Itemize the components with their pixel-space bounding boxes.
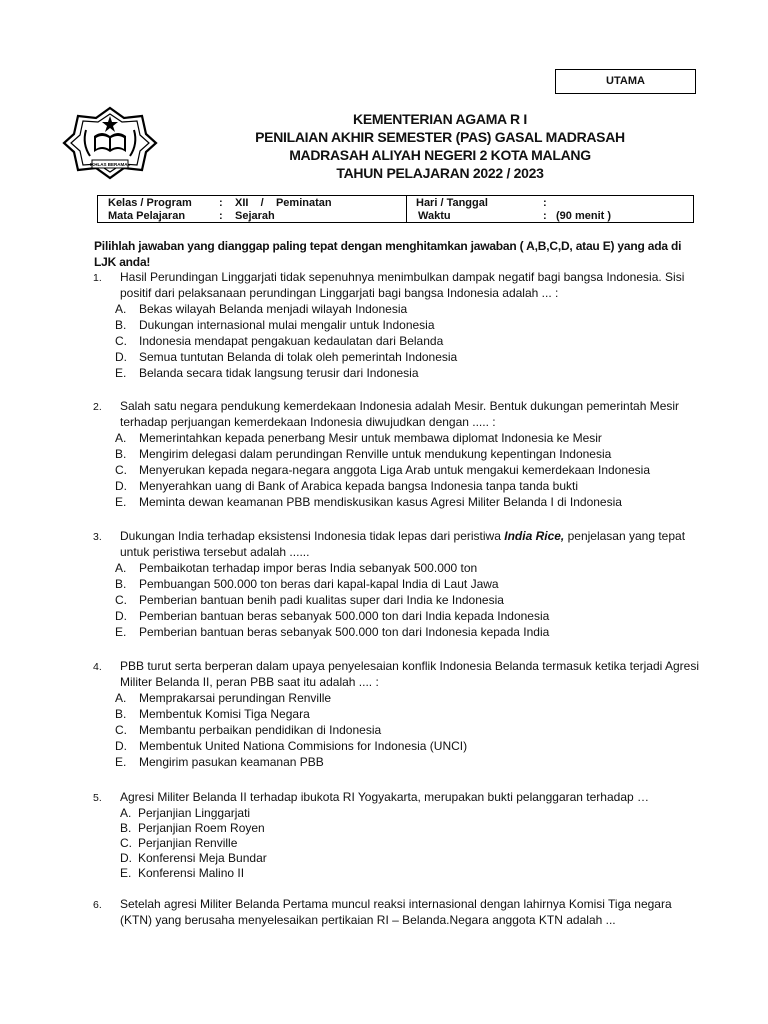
- option-a: A. Memprakarsai perundingan Renville: [115, 691, 332, 705]
- kelas-label: Kelas / Program: [108, 197, 192, 209]
- option-c: C. Perjanjian Renville: [120, 836, 238, 850]
- waktu-value: (90 menit ): [556, 210, 612, 222]
- question-text: Dukungan India terhadap eksistensi Indonesia tidak lepas dari peristiwa India Rice, penjelasan yang tepat untuk peristiwa tersebut adalah ......: [120, 529, 686, 559]
- question-4: [93, 658, 713, 770]
- option-list: [115, 560, 713, 640]
- option-b: B. Dukungan internasional mulai mengalir untuk Indonesia: [115, 318, 435, 332]
- question-1: [93, 269, 713, 381]
- question-2: [93, 398, 713, 510]
- waktu-colon: :: [543, 210, 547, 222]
- option-d: D. Membentuk United Nationa Commisions for Indonesia (UNCI): [115, 739, 468, 753]
- question-number: 5.: [93, 792, 102, 804]
- question-number: 1.: [93, 272, 102, 284]
- option-e: E. Belanda secara tidak langsung terusir dari Indonesia: [115, 366, 419, 380]
- option-e: E. Mengirim pasukan keamanan PBB: [115, 755, 324, 769]
- waktu-label: Waktu: [418, 210, 451, 222]
- option-c: C. Membantu perbaikan pendidikan di Indonesia: [115, 723, 382, 737]
- option-a: A. Perjanjian Linggarjati: [120, 806, 251, 820]
- option-b: B. Pembuangan 500.000 ton beras dari kapal-kapal India di Laut Jawa: [115, 577, 499, 591]
- kemenag-logo: [62, 106, 158, 180]
- option-e: E. Konferensi Malino II: [120, 866, 245, 880]
- hari-label: Hari / Tanggal: [416, 197, 488, 209]
- mapel-value: Sejarah: [235, 210, 275, 222]
- question-3: [93, 528, 713, 640]
- option-a: A. Bekas wilayah Belanda menjadi wilayah Indonesia: [115, 302, 408, 316]
- question-number: 6.: [93, 899, 102, 911]
- option-b: B. Membentuk Komisi Tiga Negara: [115, 707, 310, 721]
- option-a: A. Memerintahkan kepada penerbang Mesir untuk membawa diplomat Indonesia ke Mesir: [115, 431, 602, 445]
- option-b: B. Mengirim delegasi dalam perundingan Renville untuk mendukung kepentingan Indonesia: [115, 447, 612, 461]
- question-number: 2.: [93, 401, 102, 413]
- option-b: B. Perjanjian Roem Royen: [120, 821, 265, 835]
- option-list: [115, 690, 713, 770]
- question-text: Salah satu negara pendukung kemerdekaan Indonesia adalah Mesir. Bentuk dukungan pemerintah Mesir terhadap perjuangan kemerdekaan Indonesia diwujudkan dengan ..... :: [120, 399, 680, 429]
- kelas-colon: :: [219, 197, 223, 209]
- question-6: [93, 896, 713, 928]
- emphasized-term: India Rice,: [504, 529, 565, 543]
- exam-info-box: [97, 195, 694, 223]
- option-c: C. Menyerukan kepada negara-negara anggota Liga Arab untuk mengakui kemerdekaan Indonesia: [115, 463, 651, 477]
- question-text: Setelah agresi Militer Belanda Pertama muncul reaksi internasional dengan lahirnya Komisi Tiga negara (KTN) yang berusaha menyelesaikan pertikaian RI – Belanda.Negara anggota KTN adalah ...: [120, 897, 672, 927]
- option-e: E. Meminta dewan keamanan PBB mendiskusikan kasus Agresi Militer Belanda I di Indonesia: [115, 495, 622, 509]
- question-5: [93, 789, 713, 880]
- instructions: Pilihlah jawaban yang dianggap paling tepat dengan menghitamkan jawaban ( A,B,C,D, atau E) yang ada di LJK anda!: [94, 239, 682, 269]
- option-e: E. Pemberian bantuan beras sebanyak 500.000 ton dari Indonesia kepada India: [115, 625, 550, 639]
- question-number: 3.: [93, 531, 102, 543]
- option-list: [120, 805, 713, 880]
- exam-type-badge: UTAMA: [555, 69, 696, 94]
- question-text: Agresi Militer Belanda II terhadap ibukota RI Yogyakarta, merupakan bukti pelanggaran terhadap …: [120, 790, 649, 804]
- option-c: C. Indonesia mendapat pengakuan kedaulatan dari Belanda: [115, 334, 444, 348]
- option-d: D. Konferensi Meja Bundar: [120, 851, 267, 865]
- option-d: D. Menyerahkan uang di Bank of Arabica kepada bangsa Indonesia tanpa tanda bukti: [115, 479, 578, 493]
- exam-title: PENILAIAN AKHIR SEMESTER (PAS) GASAL MADRASAH: [255, 129, 625, 145]
- question-text: Hasil Perundingan Linggarjati tidak sepenuhnya menimbulkan dampak negatif bagi bangsa Indonesia. Sisi positif dari pelaksanaan perundingan Linggarjati bagi bangsa Indonesia adalah ... :: [120, 270, 685, 300]
- option-d: D. Pemberian bantuan beras sebanyak 500.000 ton dari India kepada Indonesia: [115, 609, 550, 623]
- option-c: C. Pemberian bantuan benih padi kualitas super dari India ke Indonesia: [115, 593, 504, 607]
- option-list: [115, 430, 713, 510]
- question-text: PBB turut serta berperan dalam upaya penyelesaian konflik Indonesia Belanda termasuk ketika terjadi Agresi Militer Belanda II, peran PBB saat itu adalah .... :: [120, 659, 700, 689]
- school-name: MADRASAH ALIYAH NEGERI 2 KOTA MALANG: [289, 147, 591, 163]
- kelas-value: XII / Peminatan: [235, 197, 332, 209]
- ministry-title: KEMENTERIAN AGAMA R I: [353, 111, 527, 127]
- mapel-label: Mata Pelajaran: [108, 210, 186, 222]
- mapel-colon: :: [219, 210, 223, 222]
- option-d: D. Semua tuntutan Belanda di tolak oleh pemerintah Indonesia: [115, 350, 458, 364]
- academic-year: TAHUN PELAJARAN 2022 / 2023: [336, 165, 544, 181]
- info-divider: [406, 196, 407, 222]
- svg-text:IKHLAS BERAMAL: IKHLAS BERAMAL: [89, 162, 131, 167]
- question-number: 4.: [93, 661, 102, 673]
- option-list: [115, 301, 713, 381]
- hari-colon: :: [543, 197, 547, 209]
- option-a: A. Pembaikotan terhadap impor beras India sebanyak 500.000 ton: [115, 561, 478, 575]
